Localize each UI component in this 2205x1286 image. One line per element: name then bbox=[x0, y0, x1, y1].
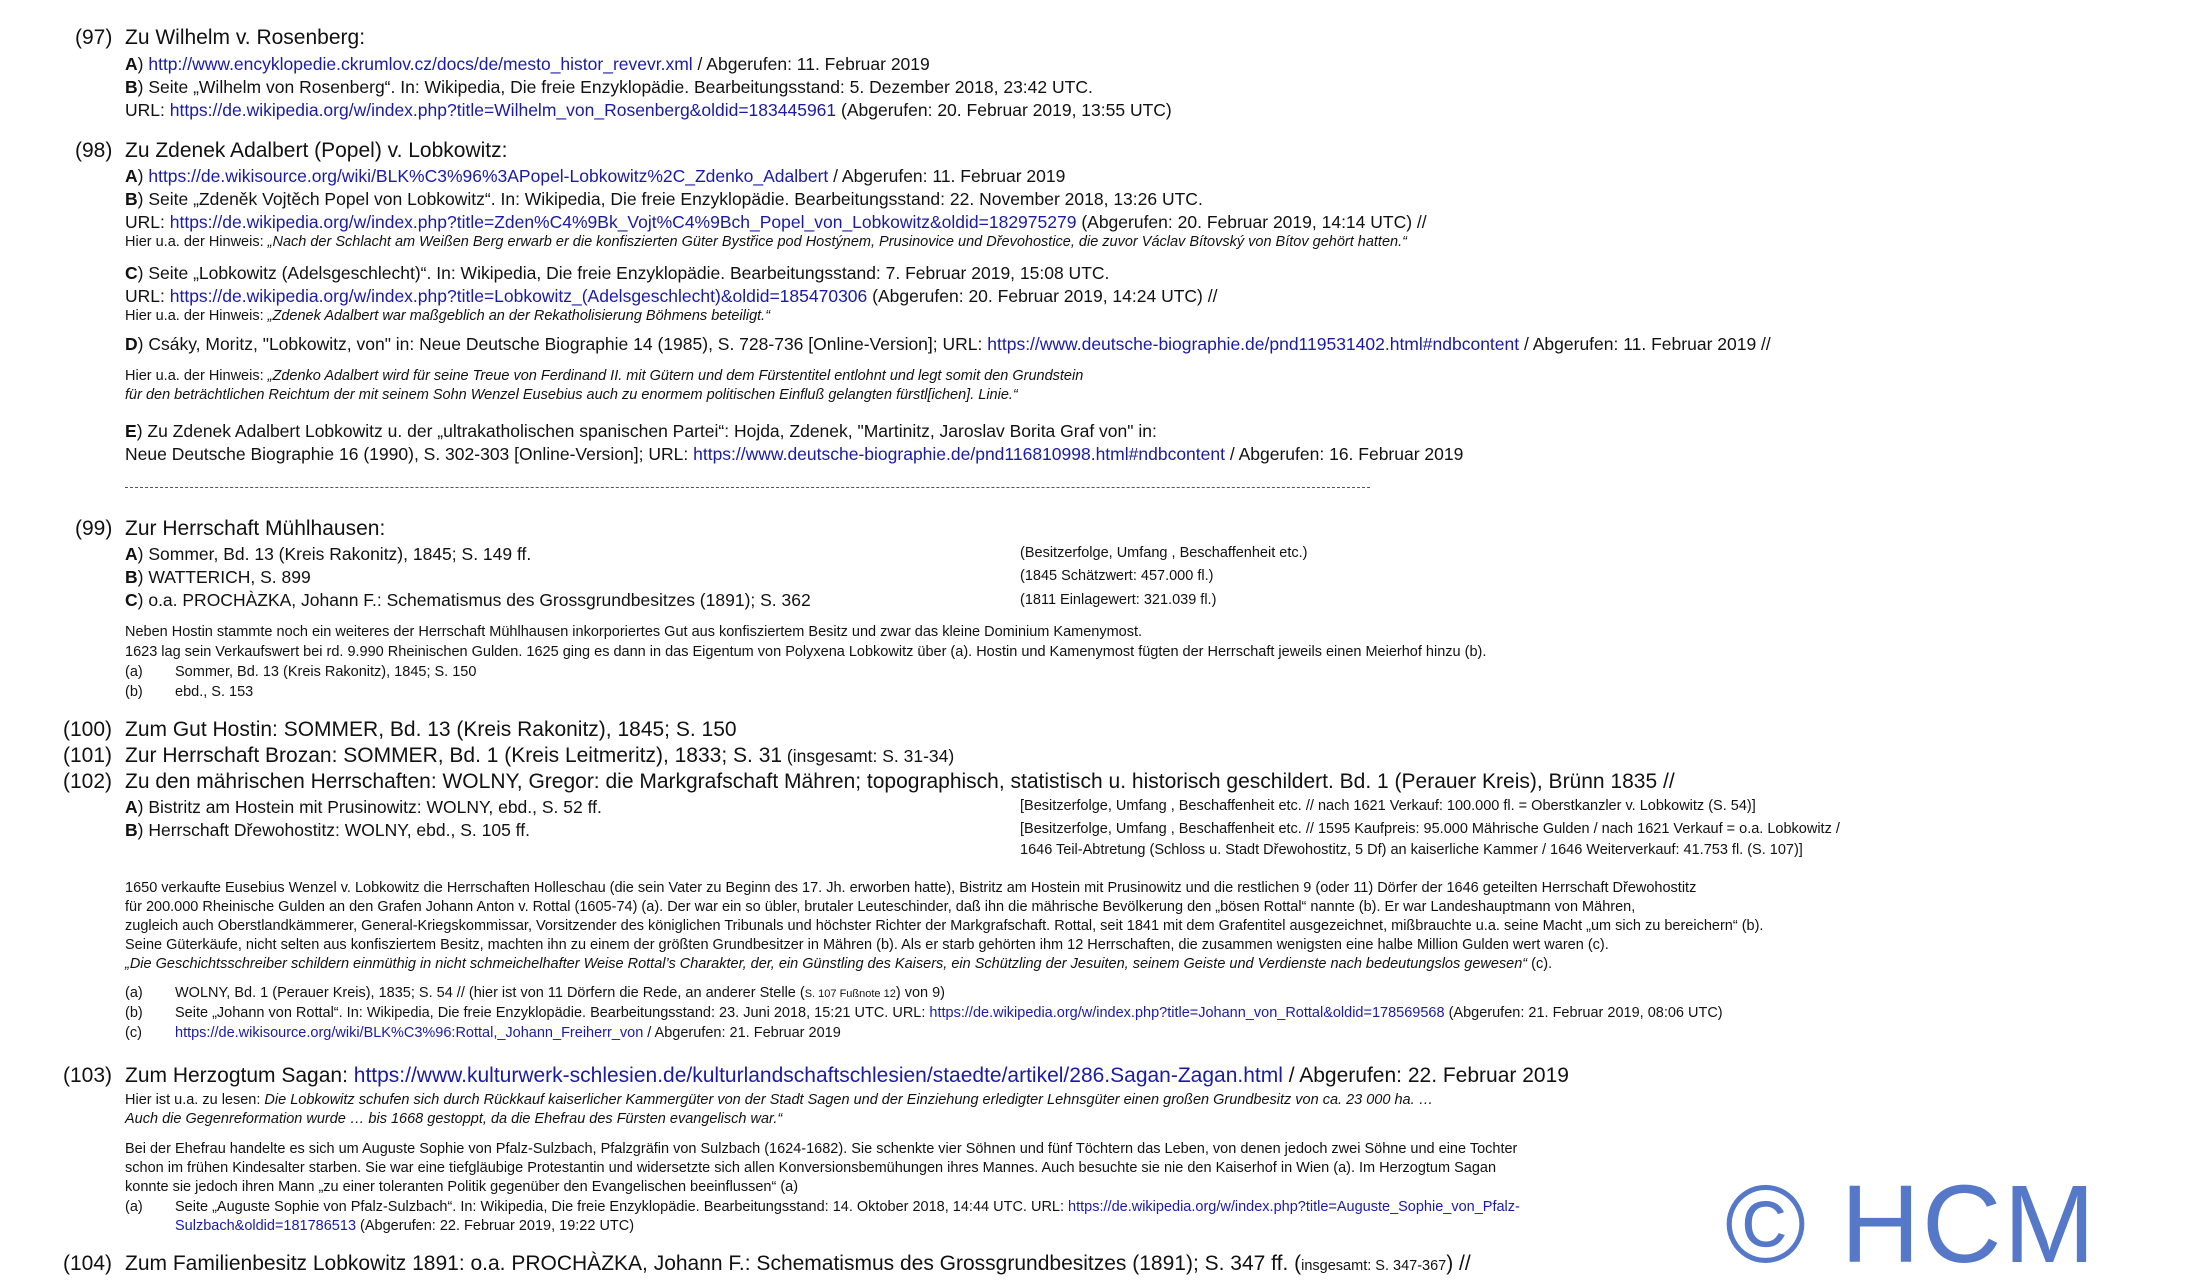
entry-104-number: (104) bbox=[63, 1252, 113, 1275]
copyright-watermark: © HCM bbox=[1725, 1163, 2098, 1286]
entry-102-paragraph-1: 1650 verkaufte Eusebius Wenzel v. Lobkowitz die Herrschaften Holleschau (die sein Vater zu Beginn des 17. Jh. erworben hatte), Bistritz am Hostein mit Prusinowitz und die restlichen 9 (oder 11) Dörfer der 1646 geteilten Herrschaft Dřewohostitz bbox=[125, 880, 1697, 896]
entry-98-item-b-url: URL: https://de.wikipedia.org/w/index.php?title=Zden%C4%9Bk_Vojt%C4%9Bch_Popel_von_Lobkowitz&oldid=182975279 (Abgerufen: 20. Februar 2019, 14:14 UTC) // bbox=[125, 212, 1427, 232]
entry-97-title: Zu Wilhelm v. Rosenberg: bbox=[125, 26, 366, 49]
entry-102-footnote-c: https://de.wikisource.org/wiki/BLK%C3%96:Rottal,_Johann_Freiherr_von / Abgerufen: 21. Februar 2019 bbox=[175, 1025, 841, 1041]
entry-99-item-c: C) o.a. PROCHÀZKA, Johann F.: Schematismus des Grossgrundbesitzes (1891); S. 362 bbox=[125, 590, 811, 610]
entry-98-hint-b: Hier u.a. der Hinweis: „Nach der Schlacht am Weißen Berg erwarb er die konfiszierten Güter Bystřice pod Hostýnem, Prusinovice und Dřevohostice, die zuvor Václav Bítovský von Bítov gehört hatten.“ bbox=[125, 234, 1407, 250]
entry-98-hint-d-1: Hier u.a. der Hinweis: „Zdenko Adalbert wird für seine Treue von Ferdinand II. mit Gütern und dem Fürstentitel entlohnt und legt somit den Grundstein bbox=[125, 368, 1084, 384]
entry-102-quote: „Die Geschichtsschreiber schildern einmüthig in nicht schmeichelhafter Weise Rottal’s Charakter, der, ein Günstling des Kaisers, ein Schützling der Jesuiten, seinem Geiste und Verdienste nach bedeutungslos gewesen“ (c). bbox=[125, 956, 1553, 972]
entry-98-item-e: E) Zu Zdenek Adalbert Lobkowitz u. der „ultrakatholischen spanischen Partei“: Hojda, Zdenek, "Martinitz, Jaroslav Borita Graf von" in: bbox=[125, 421, 1157, 441]
entry-99-paragraph-1: Neben Hostin stammte noch ein weiteres der Herrschaft Mühlhausen inkorporiertes Gut aus konfisziertem Besitz und zwar das kleine Dominium Kamenymost. bbox=[125, 624, 1143, 640]
entry-99-footnote-b: ebd., S. 153 bbox=[175, 684, 254, 700]
entry-98-item-a: A) https://de.wikisource.org/wiki/BLK%C3%96%3APopel-Lobkowitz%2C_Zdenko_Adalbert / Abgerufen: 11. Februar 2019 bbox=[125, 166, 1066, 186]
entry-97-item-b: B) Seite „Wilhelm von Rosenberg“. In: Wikipedia, Die freie Enzyklopädie. Bearbeitungsstand: 5. Dezember 2018, 23:42 UTC. bbox=[125, 77, 1093, 97]
entry-102-note-b-1: [Besitzerfolge, Umfang , Beschaffenheit etc. // 1595 Kaufpreis: 95.000 Mährische Gulden / nach 1621 Verkauf = o.a. Lobkowitz / bbox=[1020, 821, 1840, 837]
entry-103-paragraph-1: Bei der Ehefrau handelte es sich um Auguste Sophie von Pfalz-Sulzbach, Pfalzgräfin von Sulzbach (1624-1682). Sie schenkte vier Söhnen und fünf Töchtern das Leben, von denen jedoch zwei Söhne und eine Tochter bbox=[125, 1141, 1518, 1157]
entry-97-number: (97) bbox=[75, 26, 113, 49]
entry-101-title: Zur Herrschaft Brozan: SOMMER, Bd. 1 (Kreis Leitmeritz), 1833; S. 31 (insgesamt: S. 31-34) bbox=[125, 744, 955, 767]
entry-98-link-e[interactable]: https://www.deutsche-biographie.de/pnd116810998.html#ndbcontent bbox=[693, 444, 1225, 464]
entry-103-paragraph-2: schon im frühen Kindesalter starben. Sie war eine tiefgläubige Protestantin und widersetzte sich allen Konversionsbemühungen ihres Mannes. Auch besuchte sie nie den Kaiserhof in Wien (a). Im Herzogtum Sagan bbox=[125, 1160, 1497, 1176]
entry-102-paragraph-3: zugleich auch Oberstlandkämmerer, General-Kriegskommissar, Vorsitzender des königlichen Tribunals und höchster Richter der Markgrafschaft. Rottal, seit 1841 mit dem Grafentitel ausgezeichnet, mißbrauchte u.a. seine Macht „um sich zu bereichern“ (b). bbox=[125, 918, 1764, 934]
entry-104-title: Zum Familienbesitz Lobkowitz 1891: o.a. PROCHÀZKA, Johann F.: Schematismus des Grossgrundbesitzes (1891); S. 347 ff. (insgesamt: S. 347-367) // bbox=[125, 1252, 1471, 1275]
entry-102-number: (102) bbox=[63, 770, 113, 793]
entry-97-item-a: A) http://www.encyklopedie.ckrumlov.cz/docs/de/mesto_histor_revevr.xml / Abgerufen: 11. Februar 2019 bbox=[125, 54, 930, 74]
entry-99-footnote-a: Sommer, Bd. 13 (Kreis Rakonitz), 1845; S. 150 bbox=[175, 664, 477, 680]
entry-102-footnote-a-label: (a) bbox=[125, 985, 143, 1001]
entry-98-item-b: B) Seite „Zdeněk Vojtěch Popel von Lobkowitz“. In: Wikipedia, Die freie Enzyklopädie. Bearbeitungsstand: 22. November 2018, 13:26 UTC. bbox=[125, 189, 1203, 209]
entry-102-footnote-b: Seite „Johann von Rottal“. In: Wikipedia, Die freie Enzyklopädie. Bearbeitungsstand: 23. Juni 2018, 15:21 UTC. URL: https://de.wikipedia.org/w/index.php?title=Johann_von_Rottal&oldid=178569568 (Abgerufen: 21. Februar 2019, 08:06 UTC) bbox=[175, 1005, 1723, 1021]
entry-102-item-b: B) Herrschaft Dřewohostitz: WOLNY, ebd., S. 105 ff. bbox=[125, 820, 530, 840]
entry-102-link-footnote-c[interactable]: https://de.wikisource.org/wiki/BLK%C3%96:Rottal,_Johann_Freiherr_von bbox=[175, 1025, 644, 1041]
entry-102-note-b-2: 1646 Teil-Abtretung (Schloss u. Stadt Dřewohostitz, 5 Df) an kaiserliche Kammer / 1646 Weiterverkauf: 41.753 fl. (S. 107)] bbox=[1020, 842, 1803, 858]
entry-99-title: Zur Herrschaft Mühlhausen: bbox=[125, 517, 386, 540]
entry-97-url-line: URL: https://de.wikipedia.org/w/index.php?title=Wilhelm_von_Rosenberg&oldid=183445961 (Abgerufen: 20. Februar 2019, 13:55 UTC) bbox=[125, 100, 1172, 120]
entry-103-footnote-a: Seite „Auguste Sophie von Pfalz-Sulzbach“. In: Wikipedia, Die freie Enzyklopädie. Bearbeitungsstand: 14. Oktober 2018, 14:44 UTC. URL: https://de.wikipedia.org/w/index.php?title=Auguste_Sophie_von_Pfalz- bbox=[175, 1199, 1520, 1215]
entry-103-link[interactable]: https://www.kulturwerk-schlesien.de/kulturlandschaftschlesien/staedte/artikel/286.Sagan-Zagan.html bbox=[353, 1064, 1283, 1087]
entry-102-paragraph-4: Seine Güterkäufe, nicht selten aus konfisziertem Besitz, machten ihn zu einem der größten Grundbesitzer in Mähren (b). Als er starb gehörten ihm 12 Herrschaften, die zusammen wenigsten eine halbe Million Gulden wert waren (c). bbox=[125, 937, 1609, 953]
entry-98-number: (98) bbox=[75, 139, 113, 162]
entry-102-item-a: A) Bistritz am Hostein mit Prusinowitz: WOLNY, ebd., S. 52 ff. bbox=[125, 797, 602, 817]
entry-99-note-b: (1845 Schätzwert: 457.000 fl.) bbox=[1020, 568, 1214, 584]
entry-98-item-c: C) Seite „Lobkowitz (Adelsgeschlecht)“. In: Wikipedia, Die freie Enzyklopädie. Bearbeitungsstand: 7. Februar 2019, 15:08 UTC. bbox=[125, 263, 1110, 283]
entry-102-footnote-c-label: (c) bbox=[125, 1025, 142, 1041]
section-divider bbox=[125, 487, 1370, 488]
entry-98-link-d[interactable]: https://www.deutsche-biographie.de/pnd119531402.html#ndbcontent bbox=[987, 334, 1520, 354]
entry-98-item-d: D) Csáky, Moritz, "Lobkowitz, von" in: Neue Deutsche Biographie 14 (1985), S. 728-736 [Online-Version]; URL: https://www.deutsche-biographie.de/pnd119531402.html#ndbcontent / Abgerufen: 11. Februar 2019 // bbox=[125, 334, 1771, 354]
entry-99-number: (99) bbox=[75, 517, 113, 540]
entry-101-number: (101) bbox=[63, 744, 113, 767]
entry-102-footnote-b-label: (b) bbox=[125, 1005, 143, 1021]
entry-103-title: Zum Herzogtum Sagan: https://www.kulturwerk-schlesien.de/kulturlandschaftschlesien/staedte/artikel/286.Sagan-Zagan.html / Abgerufen: 22. Februar 2019 bbox=[125, 1064, 1569, 1087]
entry-103-link-footnote-a[interactable]: https://de.wikipedia.org/w/index.php?title=Auguste_Sophie_von_Pfalz- bbox=[1068, 1199, 1520, 1215]
entry-99-footnote-b-label: (b) bbox=[125, 684, 143, 700]
entry-97-link-a[interactable]: http://www.encyklopedie.ckrumlov.cz/docs/de/mesto_histor_revevr.xml bbox=[148, 54, 693, 74]
entry-98-item-e-url: Neue Deutsche Biographie 16 (1990), S. 302-303 [Online-Version]; URL: https://www.deutsche-biographie.de/pnd116810998.html#ndbcontent / Abgerufen: 16. Februar 2019 bbox=[125, 444, 1464, 464]
entry-98-link-b[interactable]: https://de.wikipedia.org/w/index.php?title=Zden%C4%9Bk_Vojt%C4%9Bch_Popel_von_Lobkowitz&oldid=182975279 bbox=[169, 212, 1077, 232]
entry-98-hint-d-2: für den beträchtlichen Reichtum der mit seinem Sohn Wenzel Eusebius auch zu enormem politischen Einfluß gelangten fürstl[ichen]. Linie.“ bbox=[125, 387, 1018, 403]
entry-97-link-b[interactable]: https://de.wikipedia.org/w/index.php?title=Wilhelm_von_Rosenberg&oldid=183445961 bbox=[169, 100, 837, 120]
entry-98-link-a[interactable]: https://de.wikisource.org/wiki/BLK%C3%96%3APopel-Lobkowitz%2C_Zdenko_Adalbert bbox=[148, 166, 829, 186]
entry-103-number: (103) bbox=[63, 1064, 113, 1087]
entry-98-hint-c: Hier u.a. der Hinweis: „Zdenek Adalbert war maßgeblich an der Rekatholisierung Böhmens beteiligt.“ bbox=[125, 308, 771, 324]
entry-99-paragraph-2: 1623 lag sein Verkaufswert bei rd. 9.990 Rheinischen Gulden. 1625 ging es dann in das Eigentum von Polyxena Lobkowitz über (a). Hostin und Kamenymost fügten der Herrschaft jeweils einen Meierhof hinzu (b). bbox=[125, 644, 1487, 660]
entry-103-footnote-a-cont: Sulzbach&oldid=181786513 (Abgerufen: 22. Februar 2019, 19:22 UTC) bbox=[175, 1218, 635, 1234]
entry-102-note-a: [Besitzerfolge, Umfang , Beschaffenheit etc. // nach 1621 Verkauf: 100.000 fl. = Oberstkanzler v. Lobkowitz (S. 54)] bbox=[1020, 798, 1756, 814]
entry-102-title: Zu den mährischen Herrschaften: WOLNY, Gregor: die Markgrafschaft Mähren; topographisch, statistisch u. historisch geschildert. Bd. 1 (Perauer Kreis), Brünn 1835 // bbox=[125, 770, 1675, 793]
entry-98-title: Zu Zdenek Adalbert (Popel) v. Lobkowitz: bbox=[125, 139, 508, 162]
entry-99-note-a: (Besitzerfolge, Umfang , Beschaffenheit etc.) bbox=[1020, 545, 1308, 561]
entry-100-number: (100) bbox=[63, 718, 113, 741]
entry-99-item-b: B) WATTERICH, S. 899 bbox=[125, 567, 311, 587]
entry-103-quote-1: Hier ist u.a. zu lesen: Die Lobkowitz schufen sich durch Rückkauf kaiserlicher Kammergüter von der Stadt Sagen und der Einziehung erledigter Lehnsgüter einen großen Grundbesitz von ca. 23 000 ha. … bbox=[125, 1092, 1434, 1108]
entry-99-footnote-a-label: (a) bbox=[125, 664, 143, 680]
entry-102-footnote-a: WOLNY, Bd. 1 (Perauer Kreis), 1835; S. 54 // (hier ist von 11 Dörfern die Rede, an anderer Stelle (S. 107 Fußnote 12) von 9) bbox=[175, 985, 946, 1001]
entry-102-link-footnote-b[interactable]: https://de.wikipedia.org/w/index.php?title=Johann_von_Rottal&oldid=178569568 bbox=[929, 1005, 1445, 1021]
entry-100-title: Zum Gut Hostin: SOMMER, Bd. 13 (Kreis Rakonitz), 1845; S. 150 bbox=[125, 718, 737, 741]
entry-103-paragraph-3: konnte sie jedoch ihren Mann „zu einer toleranten Politik gegenüber den Evangelischen beeinflussen“ (a) bbox=[125, 1179, 799, 1195]
entry-102-paragraph-2: für 200.000 Rheinische Gulden an den Grafen Johann Anton v. Rottal (1605-74) (a). Der war ein so übler, brutaler Leuteschinder, daß ihn die mährische Bevölkerung den „bösen Rottal“ nannte (b). Er war Landeshauptmann von Mähren, bbox=[125, 899, 1636, 915]
entry-98-item-c-url: URL: https://de.wikipedia.org/w/index.php?title=Lobkowitz_(Adelsgeschlecht)&oldid=185470306 (Abgerufen: 20. Februar 2019, 14:24 UTC) // bbox=[125, 286, 1218, 306]
entry-103-quote-2: Auch die Gegenreformation wurde … bis 1668 gestoppt, da die Ehefrau des Fürsten evangelisch war.“ bbox=[125, 1111, 783, 1127]
entry-99-note-c: (1811 Einlagewert: 321.039 fl.) bbox=[1020, 592, 1217, 608]
entry-99-item-a: A) Sommer, Bd. 13 (Kreis Rakonitz), 1845; S. 149 ff. bbox=[125, 544, 532, 564]
entry-98-link-c[interactable]: https://de.wikipedia.org/w/index.php?title=Lobkowitz_(Adelsgeschlecht)&oldid=185470306 bbox=[169, 286, 868, 306]
entry-103-link-footnote-a-cont[interactable]: Sulzbach&oldid=181786513 bbox=[175, 1218, 357, 1234]
entry-103-footnote-a-label: (a) bbox=[125, 1199, 143, 1215]
